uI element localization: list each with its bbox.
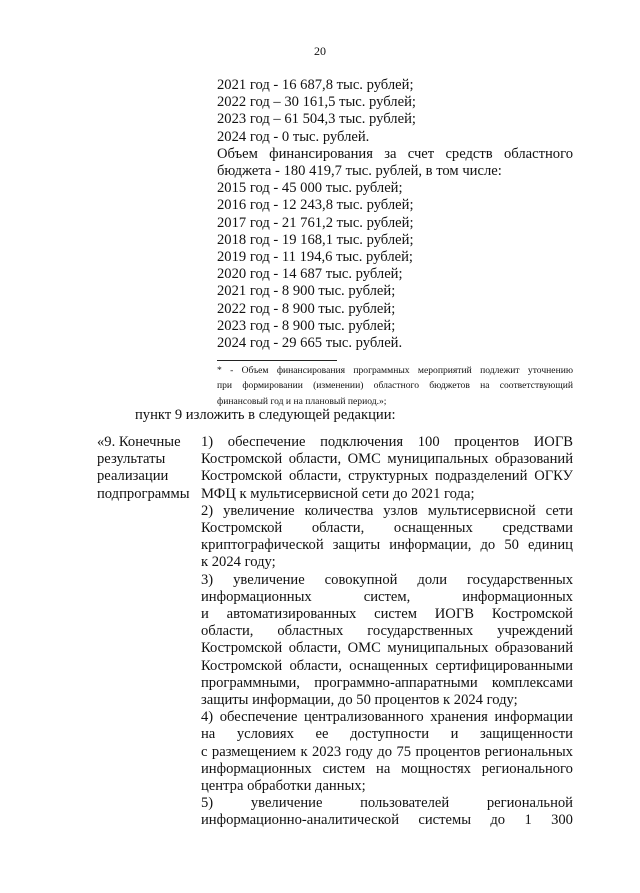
word: единиц (527, 537, 573, 554)
justified-line (201, 520, 573, 537)
result-line: центра обработки данных; (201, 778, 366, 795)
funding-line: 2022 год - 8 900 тыс. рублей; (217, 300, 396, 317)
word: 3) (201, 571, 214, 588)
word: криптографической (201, 537, 324, 554)
word: увеличение (233, 571, 305, 588)
word: Костромской (201, 640, 283, 657)
word: 100 (417, 434, 440, 450)
word: до (480, 537, 496, 554)
word: области, (288, 451, 342, 468)
results-heading-line: реализации (97, 468, 169, 485)
word: области, (288, 468, 342, 485)
word: области, (288, 640, 342, 657)
word: обеспечение (227, 434, 306, 450)
word: информационных (201, 760, 312, 777)
results-heading-line: результаты (97, 451, 166, 468)
word: Костромской (491, 606, 573, 623)
word: государственных (466, 571, 573, 588)
word: сертифицированными (435, 657, 573, 674)
results-heading-line: «9. Конечные (97, 434, 181, 450)
word: образований (494, 640, 573, 657)
word: области, (201, 623, 254, 640)
justified-line (201, 468, 573, 485)
funding-line: 2024 год - 29 665 тыс. рублей. (217, 335, 403, 352)
justified-line (201, 795, 573, 812)
word: информационных (201, 588, 312, 605)
word: информации, (389, 537, 472, 554)
word: на (201, 726, 216, 743)
footnote-line: при формировании (изменении) областного бюджетов на соответствующий (217, 380, 573, 392)
word: 1) (201, 434, 214, 450)
word: узлов (383, 502, 418, 519)
funding-line: 2021 год - 16 687,8 тыс. рублей; (217, 77, 414, 93)
funding-line: 2019 год - 11 194,6 тыс. рублей; (217, 249, 413, 266)
justified-line (201, 726, 573, 743)
word: увеличение (250, 795, 323, 812)
result-line: к 2024 году; (201, 554, 276, 571)
word: пользователей (360, 795, 450, 812)
justified-line (201, 589, 573, 606)
word: 75 (396, 743, 412, 760)
word: регионального (481, 760, 573, 777)
word: и (201, 606, 209, 623)
funding-line: 2023 год – 61 504,3 тыс. рублей; (217, 111, 416, 128)
word: программными, (201, 674, 300, 691)
word: с (201, 743, 208, 760)
word: автоматизированных (226, 606, 357, 623)
word: комплексами (491, 674, 573, 691)
word: 4) (201, 709, 214, 726)
word: количества (304, 502, 374, 519)
word: средствами (502, 520, 573, 537)
word: 2) (201, 502, 214, 519)
word: информационных (462, 588, 573, 605)
word: ИОГВ (434, 606, 475, 623)
word: процентов (454, 434, 520, 450)
justified-line (201, 572, 573, 589)
result-item-2 (201, 503, 573, 572)
justified-line (201, 812, 573, 829)
word: Костромской (201, 451, 283, 468)
funding-block (217, 77, 573, 352)
word: хранения (430, 709, 488, 726)
word: 2023 (311, 743, 342, 760)
word: учреждений (497, 623, 573, 640)
funding-line: 2024 год - 0 тыс. рублей. (217, 128, 370, 145)
word: сети (545, 502, 573, 519)
justified-line (201, 434, 573, 451)
word: региональных (484, 743, 573, 760)
word: мультисервисной (427, 502, 536, 519)
justified-line (201, 606, 573, 623)
word: условиях (236, 726, 294, 743)
word: доступности (350, 726, 430, 743)
result-item-1 (201, 434, 573, 503)
regional-budget-line: бюджета - 180 419,7 тыс. рублей, в том числе: (217, 163, 502, 180)
word: муниципальных (387, 640, 489, 657)
justified-line (201, 675, 573, 692)
word: ОМС (347, 640, 381, 657)
word: ОМС (347, 451, 381, 468)
word: 5) (201, 795, 214, 812)
word: доли (417, 571, 448, 588)
justified-line (201, 537, 573, 554)
word: процентов (415, 743, 481, 760)
result-line: МФЦ к мультисервисной сети до 2021 года; (201, 485, 475, 502)
word: размещением (211, 743, 297, 760)
word: обеспечение (219, 709, 298, 726)
justified-line (201, 658, 573, 675)
word: ОГКУ (534, 468, 573, 485)
word: 300 (551, 812, 573, 829)
word: до (490, 812, 506, 829)
page-number: 20 (314, 44, 326, 58)
results-list (201, 434, 573, 830)
word: Костромской (201, 468, 283, 485)
word: 50 (504, 537, 519, 554)
word: системы (418, 812, 472, 829)
footnote (217, 363, 573, 409)
word: совокупной (324, 571, 398, 588)
funding-line: 2018 год - 19 168,1 тыс. рублей; (217, 231, 414, 248)
word: до (377, 743, 393, 760)
funding-line: 2020 год - 14 687 тыс. рублей; (217, 266, 403, 283)
word: информации (494, 709, 573, 726)
word: защищенности (480, 726, 573, 743)
word: защиты (332, 537, 381, 554)
word: мощностях (401, 760, 471, 777)
word: программно-аппаратными (314, 674, 478, 691)
word: муниципальных (387, 451, 489, 468)
footnote-separator (217, 360, 337, 361)
funding-line: 2021 год - 8 900 тыс. рублей; (217, 283, 396, 300)
funding-line: 2023 год - 8 900 тыс. рублей; (217, 317, 396, 334)
justified-line (201, 623, 573, 640)
word: Костромской (201, 520, 283, 537)
justified-line (201, 503, 573, 520)
word: подключения (320, 434, 404, 450)
word: оснащенных (349, 657, 429, 674)
word: структурных (348, 468, 429, 485)
word: к (300, 743, 308, 760)
word: Костромской (201, 657, 283, 674)
justified-line (201, 451, 573, 468)
word: оснащенных (393, 520, 473, 537)
funding-line: 2015 год - 45 000 тыс. рублей; (217, 180, 403, 197)
result-line: защиты информации, до 50 процентов к 2024 году; (201, 692, 518, 709)
result-item-5 (201, 795, 573, 829)
justified-line (201, 761, 573, 778)
word: области, (311, 520, 365, 537)
funding-line: 2017 год - 21 761,2 тыс. рублей; (217, 214, 414, 231)
funding-line: 2022 год – 30 161,5 тыс. рублей; (217, 94, 416, 111)
footnote-line: финансовый год и на плановый период.»; (217, 395, 387, 407)
word: систем, (363, 588, 411, 605)
word: информационно-аналитической (201, 812, 400, 829)
regional-budget-line: Объем финансирования за счет средств областного (217, 145, 573, 162)
word: систем (322, 760, 366, 777)
funding-line: 2016 год - 12 243,8 тыс. рублей; (217, 197, 414, 214)
word: 1 (524, 812, 532, 829)
word: региональной (486, 795, 573, 812)
item-intro: пункт 9 изложить в следующей редакции: (135, 407, 396, 423)
word: ИОГВ (533, 434, 573, 450)
word: систем (374, 606, 417, 623)
word: государственных (367, 623, 474, 640)
justified-line (201, 709, 573, 726)
word: областных (277, 623, 344, 640)
word: увеличение (223, 502, 295, 519)
word: году (345, 743, 373, 760)
results-heading (97, 434, 197, 503)
result-item-3 (201, 572, 573, 710)
justified-line (201, 744, 573, 761)
justified-line (201, 640, 573, 657)
results-heading-line: подпрограммы (97, 485, 190, 502)
word: подразделений (434, 468, 528, 485)
footnote-line: * - Объем финансирования программных мероприятий подлежит уточнению (217, 365, 573, 376)
word: образований (494, 451, 573, 468)
word: области, (289, 657, 342, 674)
word: на (376, 760, 391, 777)
word: и (450, 726, 459, 743)
result-item-4 (201, 709, 573, 795)
word: централизованного (303, 709, 424, 726)
word: ее (315, 726, 329, 743)
